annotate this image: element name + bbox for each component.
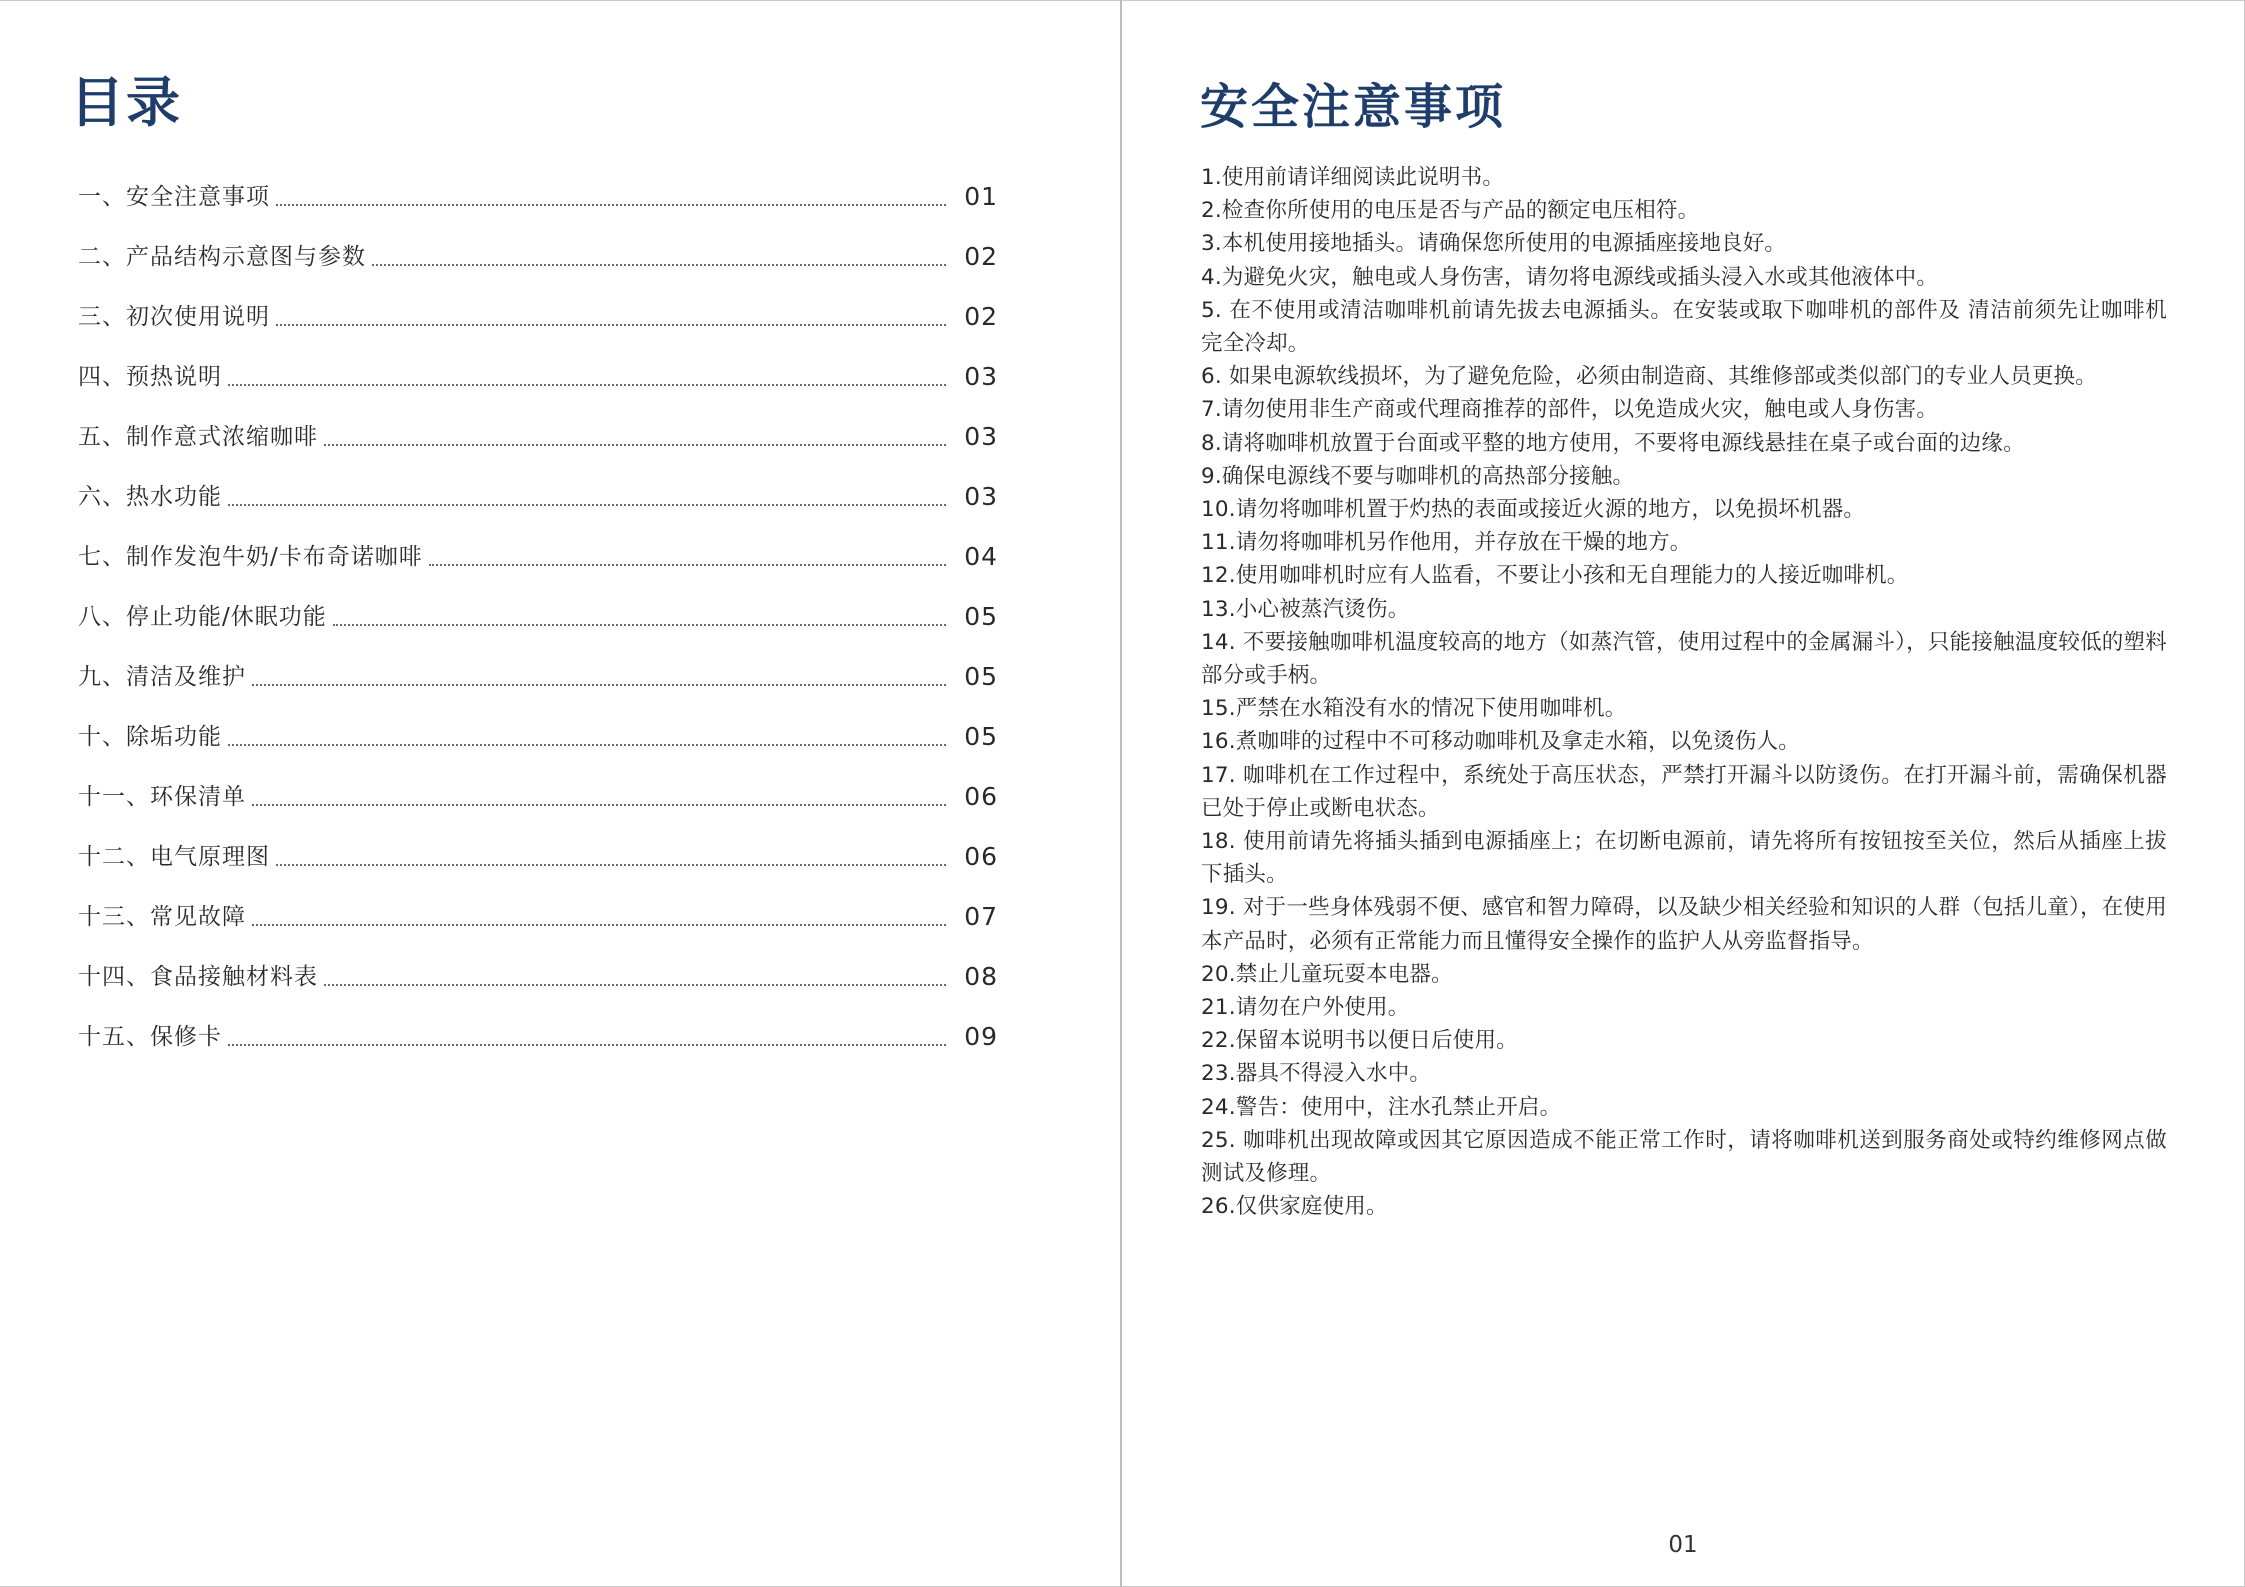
safety-item: 1.使用前请详细阅读此说明书。: [1201, 165, 1505, 190]
safety-item: 17. 咖啡机在工作过程中，系统处于高压状态，严禁打开漏斗以防烫伤。在打开漏斗前，需确保机器已处于停止或断电状态。: [1201, 762, 2167, 821]
page-number: 01: [1668, 1532, 1698, 1558]
toc-entry[interactable]: [78, 752, 998, 812]
safety-item: 9.确保电源线不要与咖啡机的高热部分接触。: [1201, 463, 1635, 489]
safety-item: 25. 咖啡机出现故障或因其它原因造成不能正常工作时，请将咖啡机送到服务商处或特约维修网点做测试及修理。: [1201, 1127, 2167, 1187]
toc-entry-page: 02: [964, 302, 998, 331]
safety-item: 5. 在不使用或清洁咖啡机前请先拔去电源插头。在安装或取下咖啡机的部件及 清洁前须先让咖啡机完全冷却。: [1201, 297, 2167, 357]
toc-dot-leader: [228, 1044, 946, 1046]
toc-entry-label: 八、停止功能/休眠功能: [78, 604, 327, 630]
toc-dot-leader: [333, 624, 946, 626]
toc-dot-leader: [372, 264, 946, 266]
safety-item: 20.禁止儿童玩耍本电器。: [1201, 961, 1453, 987]
safety-item: 16.煮咖啡的过程中不可移动咖啡机及拿走水箱，以免烫伤人。: [1201, 729, 1800, 755]
toc-entry-label: 十、除垢功能: [78, 724, 222, 750]
toc-entry-page: 03: [964, 422, 998, 451]
toc-page: [0, 0, 1120, 1587]
safety-item: 7.请勿使用非生产商或代理商推荐的部件，以免造成火灾，触电或人身伤害。: [1201, 397, 1939, 423]
toc-entry-page: 05: [964, 602, 998, 631]
safety-page: [1122, 0, 2244, 1587]
toc-entry[interactable]: [78, 152, 998, 212]
safety-item: 21.请勿在户外使用。: [1201, 995, 1410, 1021]
safety-item: 13.小心被蒸汽烫伤。: [1201, 596, 1410, 622]
toc-entry[interactable]: [78, 332, 998, 392]
toc-entry-page: 05: [964, 722, 998, 751]
toc-dot-leader: [252, 924, 946, 926]
toc-entry-page: 03: [964, 362, 998, 391]
toc-entry-page: 01: [964, 182, 998, 211]
toc-title: 目录: [70, 71, 182, 134]
toc-dot-leader: [228, 384, 946, 386]
toc-entry-page: 03: [964, 482, 998, 511]
toc-entry-page: 06: [964, 842, 998, 871]
safety-item: 3.本机使用接地插头。请确保您所使用的电源插座接地良好。: [1201, 231, 1787, 257]
toc-dot-leader: [228, 504, 946, 506]
toc-dot-leader: [276, 864, 946, 866]
toc-entry-label: 十二、电气原理图: [78, 844, 270, 870]
toc-dot-leader: [276, 324, 946, 326]
toc-entry-label: 二、产品结构示意图与参数: [78, 244, 366, 270]
toc-entry-label: 十五、保修卡: [78, 1024, 222, 1050]
safety-item: 24.警告：使用中，注水孔禁止开启。: [1201, 1094, 1562, 1120]
toc-entry[interactable]: [78, 812, 998, 872]
toc-dot-leader: [252, 804, 946, 806]
safety-item: 12.使用咖啡机时应有人监看，不要让小孩和无自理能力的人接近咖啡机。: [1201, 563, 1909, 589]
toc-entry-page: 07: [964, 902, 998, 931]
safety-item: 2.检查你所使用的电压是否与产品的额定电压相符。: [1201, 198, 1700, 224]
toc-entry[interactable]: [78, 872, 998, 932]
toc-dot-leader: [324, 444, 946, 446]
toc-entry[interactable]: [78, 212, 998, 272]
safety-item: 11.请勿将咖啡机另作他用，并存放在干燥的地方。: [1201, 530, 1692, 556]
toc-entry-label: 九、清洁及维护: [78, 664, 246, 690]
safety-item: 8.请将咖啡机放置于台面或平整的地方使用，不要将电源线悬挂在桌子或台面的边缘。: [1201, 430, 2025, 456]
toc-dot-leader: [276, 204, 946, 206]
toc-entry[interactable]: [78, 692, 998, 752]
safety-item: 10.请勿将咖啡机置于灼热的表面或接近火源的地方，以免损坏机器。: [1201, 497, 1866, 523]
safety-item: 14. 不要接触咖啡机温度较高的地方（如蒸汽管，使用过程中的金属漏斗），只能接触温度较低的塑料部分或手柄。: [1201, 629, 2167, 689]
safety-item: 19. 对于一些身体残弱不便、感官和智力障碍，以及缺少相关经验和知识的人群（包括儿童），在使用本产品时，必须有正常能力而且懂得安全操作的监护人从旁监督指导。: [1201, 895, 2167, 954]
safety-item: 4.为避免火灾，触电或人身伤害，请勿将电源线或插头浸入水或其他液体中。: [1201, 264, 1939, 290]
toc-entry-label: 三、初次使用说明: [78, 304, 270, 330]
toc-entry-label: 四、预热说明: [78, 364, 222, 390]
toc-entry-page: 02: [964, 242, 998, 271]
safety-item: 26.仅供家庭使用。: [1201, 1194, 1388, 1220]
toc-dot-leader: [228, 744, 946, 746]
toc-dot-leader: [429, 564, 946, 566]
toc-dot-leader: [252, 684, 946, 686]
toc-entry-label: 一、安全注意事项: [78, 184, 270, 210]
toc-entry[interactable]: [78, 512, 998, 572]
toc-entry[interactable]: [78, 632, 998, 692]
toc-dot-leader: [324, 984, 946, 986]
toc-entry[interactable]: [78, 452, 998, 512]
toc-entry-page: 04: [964, 542, 998, 571]
toc-entry[interactable]: [78, 992, 998, 1052]
toc-entry[interactable]: [78, 392, 998, 452]
toc-entry-label: 十一、环保清单: [78, 784, 246, 810]
safety-title: 安全注意事项: [1200, 79, 1507, 135]
toc-entry-label: 十三、常见故障: [78, 904, 246, 930]
toc-entry-page: 06: [964, 782, 998, 811]
toc-list: [78, 152, 998, 1052]
toc-entry-page: 05: [964, 662, 998, 691]
safety-item: 18. 使用前请先将插头插到电源插座上；在切断电源前，请先将所有按钮按至关位，然后从插座上拔下插头。: [1201, 829, 2167, 888]
toc-entry-label: 六、热水功能: [78, 484, 222, 510]
toc-entry-label: 七、制作发泡牛奶/卡布奇诺咖啡: [78, 544, 423, 570]
safety-item: 15.严禁在水箱没有水的情况下使用咖啡机。: [1201, 696, 1627, 722]
safety-item: 23.器具不得浸入水中。: [1201, 1061, 1432, 1087]
toc-entry[interactable]: [78, 932, 998, 992]
safety-item: 22.保留本说明书以便日后使用。: [1201, 1028, 1518, 1054]
toc-entry[interactable]: [78, 272, 998, 332]
toc-entry-label: 十四、食品接触材料表: [78, 964, 318, 990]
toc-entry-page: 09: [964, 1022, 998, 1051]
safety-item: 6. 如果电源软线损坏，为了避免危险，必须由制造商、其维修部或类似部门的专业人员更换。: [1201, 364, 2097, 390]
toc-entry[interactable]: [78, 572, 998, 632]
toc-entry-label: 五、制作意式浓缩咖啡: [78, 424, 318, 450]
toc-entry-page: 08: [964, 962, 998, 991]
safety-list: [1201, 161, 2167, 1224]
